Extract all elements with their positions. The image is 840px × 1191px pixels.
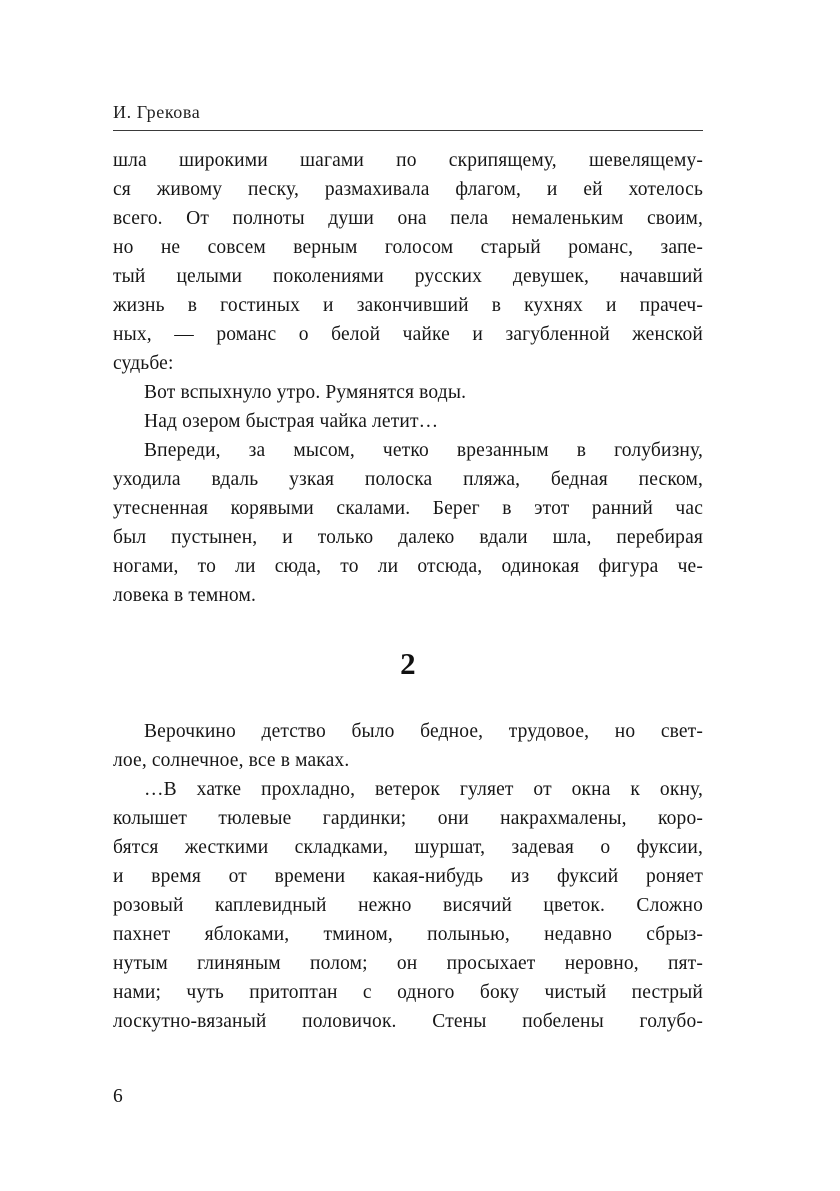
- paragraph: [113, 717, 703, 775]
- text-column: [113, 102, 703, 1036]
- text-line: ловека в темном.: [113, 585, 256, 606]
- text-line: колышет тюлевые гардинки; они накрахмалены, коро-: [113, 808, 703, 829]
- text-line: бятся жесткими складками, шуршат, задевая о фуксии,: [113, 837, 703, 858]
- text-line: лое, солнечное, все в маках.: [113, 750, 350, 771]
- running-header-author: И. Грекова: [113, 102, 703, 131]
- text-line: шла широкими шагами по скрипящему, шевелящему-: [113, 150, 703, 171]
- text-line: уходила вдаль узкая полоска пляжа, бедная песком,: [113, 469, 703, 490]
- text-line: всего. От полноты души она пела немаленьким своим,: [113, 208, 703, 229]
- text-line: судьбе:: [113, 353, 174, 374]
- text-line: …В хатке прохладно, ветерок гуляет от окна к окну,: [144, 779, 703, 800]
- text-line: Впереди, за мысом, четко врезанным в голубизну,: [144, 440, 703, 461]
- paragraph: [113, 775, 703, 1036]
- text-line: розовый каплевидный нежно висячий цветок. Сложно: [113, 895, 703, 916]
- text-line: утесненная корявыми скалами. Берег в этот ранний час: [113, 498, 703, 519]
- page-number: 6: [113, 1086, 123, 1107]
- text-line: Вот вспыхнуло утро. Румянятся воды.: [144, 382, 467, 403]
- text-line: Над озером быстрая чайка летит…: [144, 411, 439, 432]
- text-line: пахнет яблоками, тмином, полынью, недавно сбрыз-: [113, 924, 703, 945]
- text-line: лоскутно-вязаный половичок. Стены побелены голубо-: [113, 1011, 703, 1032]
- body-text: [113, 146, 703, 1036]
- text-line: но не совсем верным голосом старый романс, запе-: [113, 237, 703, 258]
- paragraph: [113, 436, 703, 610]
- paragraph: [113, 146, 703, 378]
- verse-couplet: [113, 378, 703, 436]
- text-line: нами; чуть притоптан с одного боку чистый пестрый: [113, 982, 703, 1003]
- text-line: и время от времени какая-нибудь из фуксий роняет: [113, 866, 703, 887]
- text-line: Верочкино детство было бедное, трудовое, но свет-: [144, 721, 703, 742]
- text-line: ногами, то ли сюда, то ли отсюда, одинокая фигура че-: [113, 556, 703, 577]
- text-line: жизнь в гостиных и закончивший в кухнях и прачеч-: [113, 295, 703, 316]
- text-line: нутым глиняным полом; он просыхает неровно, пят-: [113, 953, 703, 974]
- text-line: ных, — романс о белой чайке и загубленной женской: [113, 324, 703, 345]
- chapter-number-heading: 2: [400, 646, 416, 681]
- text-line: тый целыми поколениями русских девушек, начавший: [113, 266, 703, 287]
- text-line: ся живому песку, размахивала флагом, и ей хотелось: [113, 179, 703, 200]
- text-line: был пустынен, и только далеко вдали шла, перебирая: [113, 527, 703, 548]
